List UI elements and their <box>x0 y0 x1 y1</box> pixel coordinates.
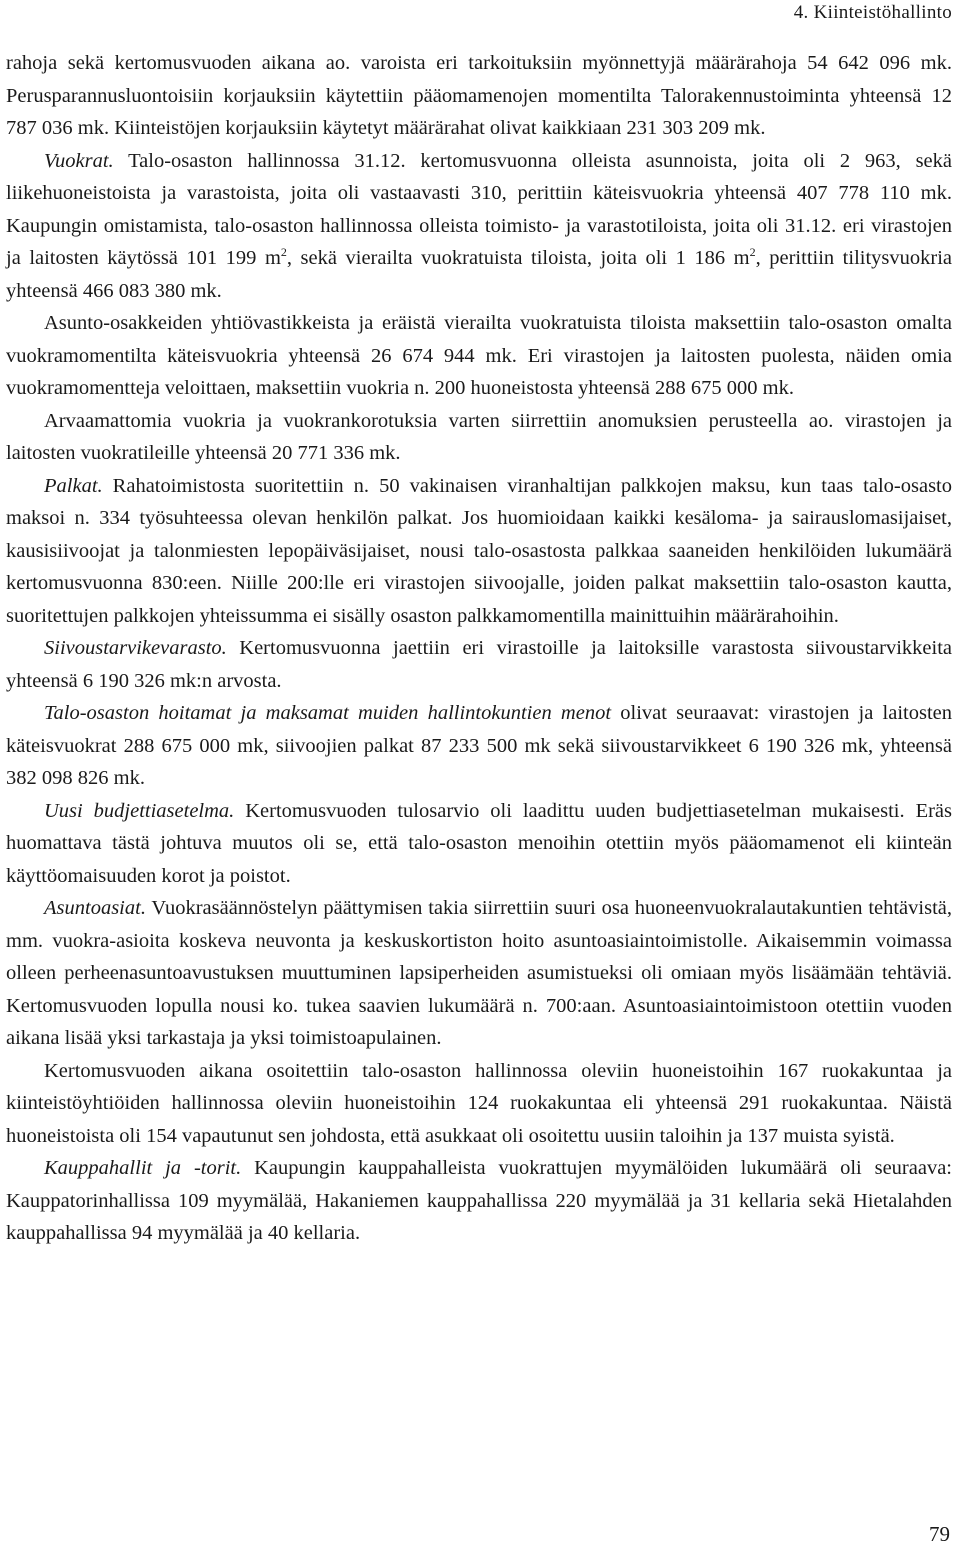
paragraph-text: , perittiin tilitysvuokria yhteensä 466 083 380 mk. <box>6 247 953 302</box>
paragraph <box>6 1152 952 1250</box>
document-body <box>6 47 952 1250</box>
paragraph <box>6 307 952 405</box>
paragraph-text: Vuokrasäännöstelyn päättymisen takia siirrettiin suuri osa huoneenvuokralautakuntien tehtävistä, mm. vuokra-asioita koskeva neuvonta ja keskuskortiston hoito asuntoasiaintoimistolle. Aikaisemmin voimassa olleen perheenasuntoavustuksen muuttuminen lapsiperheiden asumistueksi oli omiaan myös lisäämään tehtäviä. Kertomusvuoden lopulla nousi ko. tukea saavien lukumäärä n. 700:aan. Asuntoasiaintoimistoon otettiin vuoden aikana lisää yksi tarkastaja ja yksi toimistoapulainen. <box>6 897 952 1049</box>
paragraph-text: Talo-osaston hallinnossa 31.12. kertomusvuonna olleista asunnoista, joita oli 2 963, sekä liikehuoneistoista ja varastoista, joita oli vastaavasti 310, perittiin käteisvuokria yhteensä 407 778 110 mk. Kaupungin omistamista, talo-osaston hallinnossa olleista toimisto- ja varastotiloista, joita oli 31.12. eri virastojen ja laitosten käytössä 101 199 m <box>6 149 952 269</box>
paragraph-text: rahoja sekä kertomusvuoden aikana ao. varoista eri tarkoituksiin myönnettyjä määrärahoja 54 642 096 mk. Perusparannusluontoisiin korjauksiin käytettiin pääomamenojen momentilta Talorakennustoiminta yhteensä 12 787 036 mk. Kiinteistöjen korjauksiin käytetyt määrärahat olivat kaikkiaan 231 303 209 mk. <box>6 52 952 139</box>
page-number: 79 <box>929 1522 950 1546</box>
paragraph <box>6 470 952 633</box>
paragraph-lead: Kauppahallit ja -torit. <box>44 1157 242 1179</box>
paragraph-lead: Talo-osaston hoitamat ja maksamat muiden hallintokuntien menot <box>44 702 612 724</box>
paragraph-text: Kaupungin kauppahalleista vuokrattujen myymälöiden lukumäärä oli seuraava: Kauppatorinhallissa 109 myymälää, Hakaniemen kauppahallissa 220 myymälää ja 31 kellaria sekä Hietalahden kauppahallissa 94 myymälää ja 40 kellaria. <box>6 1157 952 1244</box>
paragraph-text: Arvaamattomia vuokria ja vuokrankorotuksia varten siirrettiin anomuksien perusteella ao. virastojen ja laitosten vuokratileille yhteensä 20 771 336 mk. <box>6 409 952 464</box>
paragraph <box>6 405 952 470</box>
running-header: 4. Kiinteistöhallinto <box>793 2 952 23</box>
paragraph-text: Asunto-osakkeiden yhtiövastikkeista ja eräistä vierailta vuokratuista tiloista maksettiin talo-osaston omalta vuokramomentilta käteisvuokria yhteensä 26 674 944 mk. Eri virastojen ja laitosten puolesta, näiden omia vuokramomentteja veloittaen, maksettiin vuokria n. 200 huoneistosta yhteensä 288 675 000 mk. <box>6 312 952 399</box>
paragraph-text: olivat seuraavat: virastojen ja laitosten käteisvuokrat 288 675 000 mk, siivoojien palkat 87 233 500 mk sekä siivoustarvikkeet 6 190 326 mk, yhteensä 382 098 826 mk. <box>6 702 953 789</box>
superscript: 2 <box>280 245 287 259</box>
paragraph <box>6 1055 952 1153</box>
paragraph-text: Rahatoimistosta suoritettiin n. 50 vakinaisen viranhaltijan palkkojen maksu, kun taas talo-osasto maksoi n. 334 työsuhteessa olevan henkilön palkat. Jos huomioidaan kaikki kesäloma- ja sairauslomasijaiset, kausisiivoojat ja talonmiesten lepopäiväsijaiset, nousi talo-osastosta palkkaa saaneiden henkilöiden lukumäärä kertomusvuonna 830:een. Niille 200:lle eri virastojen siivoojalle, joiden palkat maksettiin talo-osaston kautta, suoritettujen palkkojen yhteissumma ei sisälly osaston palkkamomentilla mainittuihin määrärahoihin. <box>6 474 952 627</box>
paragraph-lead: Vuokrat. <box>44 149 114 172</box>
paragraph-lead: Uusi budjettiasetelma. <box>44 799 235 822</box>
paragraph-text: , sekä vierailta vuokratuista tiloista, joita oli 1 186 m <box>286 247 750 269</box>
paragraph <box>6 892 952 1055</box>
paragraph-lead: Siivoustarvikevarasto. <box>44 637 227 659</box>
paragraph <box>6 145 952 308</box>
paragraph-lead: Asuntoasiat. <box>44 897 146 919</box>
paragraph-text: Kertomusvuoden tulosarvio oli laadittu uuden budjettiasetelman mukaisesti. Eräs huomattava tästä johtuva muutos oli se, että talo-osaston menoihin otettiin myös pääomamenot eli kiinteän käyttöomaisuuden korot ja poistot. <box>6 799 952 887</box>
paragraph <box>6 795 952 893</box>
paragraph <box>6 697 952 795</box>
paragraph-text: Kertomusvuonna jaettiin eri virastoille ja laitoksille varastosta siivoustarvikkeita yhteensä 6 190 326 mk:n arvosta. <box>6 637 952 692</box>
superscript: 2 <box>749 245 756 259</box>
paragraph <box>6 47 952 145</box>
paragraph <box>6 632 952 697</box>
paragraph-text: Kertomusvuoden aikana osoitettiin talo-osaston hallinnossa oleviin huoneistoihin 167 ruokakuntaa ja kiinteistöyhtiöiden hallinnossa oleviin huoneistoihin 124 ruokakuntaa eli yhteensä 291 ruokakuntaa. Näistä huoneistoista oli 154 vapautunut sen johdosta, että asukkaat oli osoitettu uusiin taloihin ja 137 muista syistä. <box>6 1059 952 1147</box>
paragraph-lead: Palkat. <box>44 474 103 497</box>
